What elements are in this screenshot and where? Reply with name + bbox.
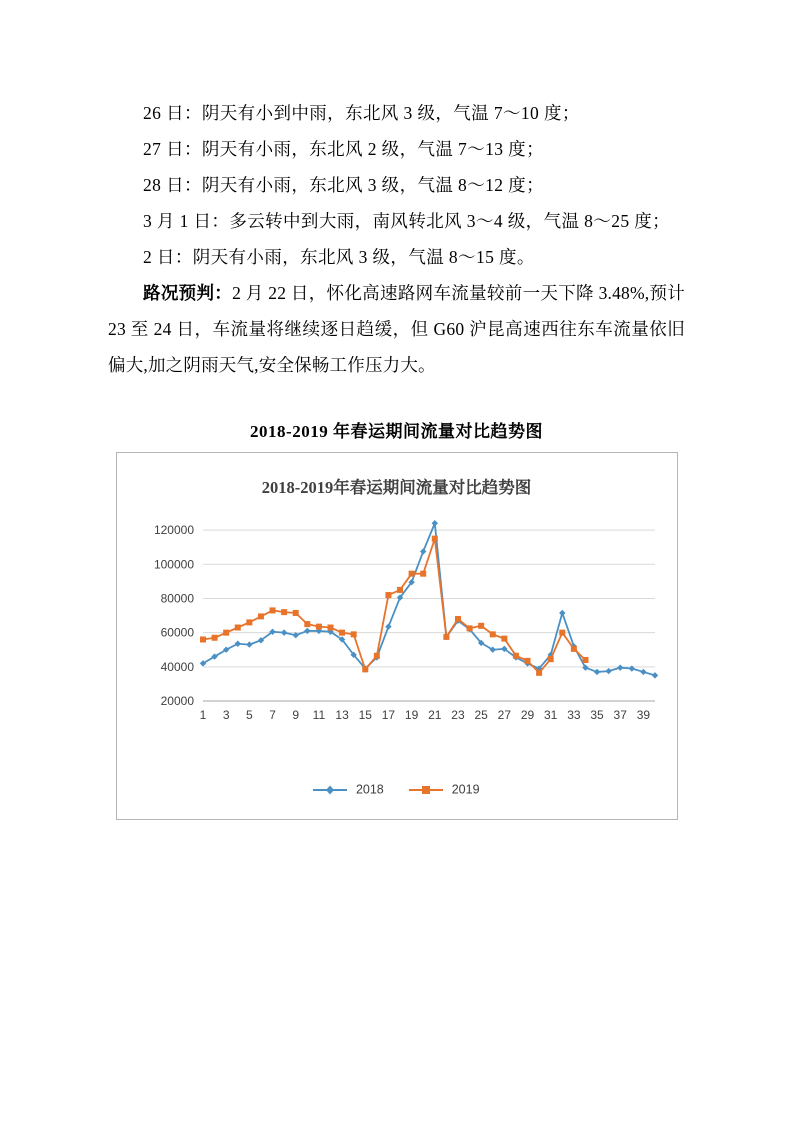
svg-text:23: 23 bbox=[450, 708, 465, 722]
forecast-line-5: 2 日：阴天有小雨，东北风 3 级，气温 8～15 度。 bbox=[143, 247, 535, 267]
svg-text:120000: 120000 bbox=[153, 523, 194, 538]
svg-text:11: 11 bbox=[312, 708, 325, 722]
svg-text:7: 7 bbox=[268, 708, 276, 722]
chart-title: 2018-2019年春运期间流量对比趋势图 bbox=[261, 478, 532, 497]
svg-text:5: 5 bbox=[245, 708, 253, 722]
forecast-line-1: 26 日：阴天有小到中雨，东北风 3 级，气温 7～10 度； bbox=[143, 103, 580, 123]
svg-text:19: 19 bbox=[404, 708, 418, 722]
legend-label-2018: 2018 bbox=[355, 783, 384, 797]
svg-text:3: 3 bbox=[222, 708, 230, 722]
svg-text:60000: 60000 bbox=[160, 625, 194, 640]
svg-text:80000: 80000 bbox=[160, 591, 194, 606]
svg-text:27: 27 bbox=[497, 708, 511, 722]
svg-text:1: 1 bbox=[199, 708, 206, 722]
road-forecast-text: 2 月 22 日，怀化高速路网车流量较前一天下降 3.48%,预计 23 至 24 日，车流量将继续逐日趋缓，但 G60 沪昆高速西往东车流量依旧偏大,加之阴雨天气,安全保畅工作压力大。 bbox=[108, 283, 685, 375]
road-forecast-label: 路况预判： bbox=[143, 283, 233, 303]
legend-item-2018 bbox=[313, 782, 383, 797]
chart-container bbox=[116, 452, 678, 820]
forecast-line-2: 27 日：阴天有小雨，东北风 2 级，气温 7～13 度； bbox=[143, 139, 544, 159]
forecast-line-4: 3 月 1 日：多云转中到大雨，南风转北风 3～4 级，气温 8～25 度； bbox=[143, 211, 671, 231]
chart-svg bbox=[117, 505, 677, 755]
svg-text:9: 9 bbox=[291, 708, 299, 722]
legend-label-2019: 2019 bbox=[451, 783, 480, 797]
svg-text:37: 37 bbox=[613, 708, 627, 722]
svg-text:15: 15 bbox=[358, 708, 372, 722]
svg-text:31: 31 bbox=[543, 708, 557, 722]
legend-swatch-2019 bbox=[409, 784, 443, 796]
svg-text:20000: 20000 bbox=[160, 694, 194, 708]
svg-text:17: 17 bbox=[381, 708, 395, 722]
svg-text:21: 21 bbox=[427, 708, 441, 722]
svg-text:39: 39 bbox=[636, 708, 650, 722]
chart-legend bbox=[117, 782, 677, 797]
forecast-line-3: 28 日：阴天有小雨，东北风 3 级，气温 8～12 度； bbox=[143, 175, 544, 195]
svg-text:25: 25 bbox=[473, 708, 488, 722]
svg-text:33: 33 bbox=[566, 708, 581, 722]
svg-text:35: 35 bbox=[589, 708, 604, 722]
svg-text:29: 29 bbox=[520, 708, 534, 722]
svg-text:13: 13 bbox=[334, 708, 349, 722]
figure-caption: 2018-2019 年春运期间流量对比趋势图 bbox=[250, 422, 543, 441]
road-forecast-paragraph bbox=[108, 275, 685, 383]
legend-item-2019 bbox=[409, 782, 479, 797]
svg-text:100000: 100000 bbox=[153, 557, 194, 572]
svg-text:40000: 40000 bbox=[160, 659, 194, 674]
chart-plot-area bbox=[117, 505, 677, 755]
legend-swatch-2018 bbox=[313, 784, 347, 796]
